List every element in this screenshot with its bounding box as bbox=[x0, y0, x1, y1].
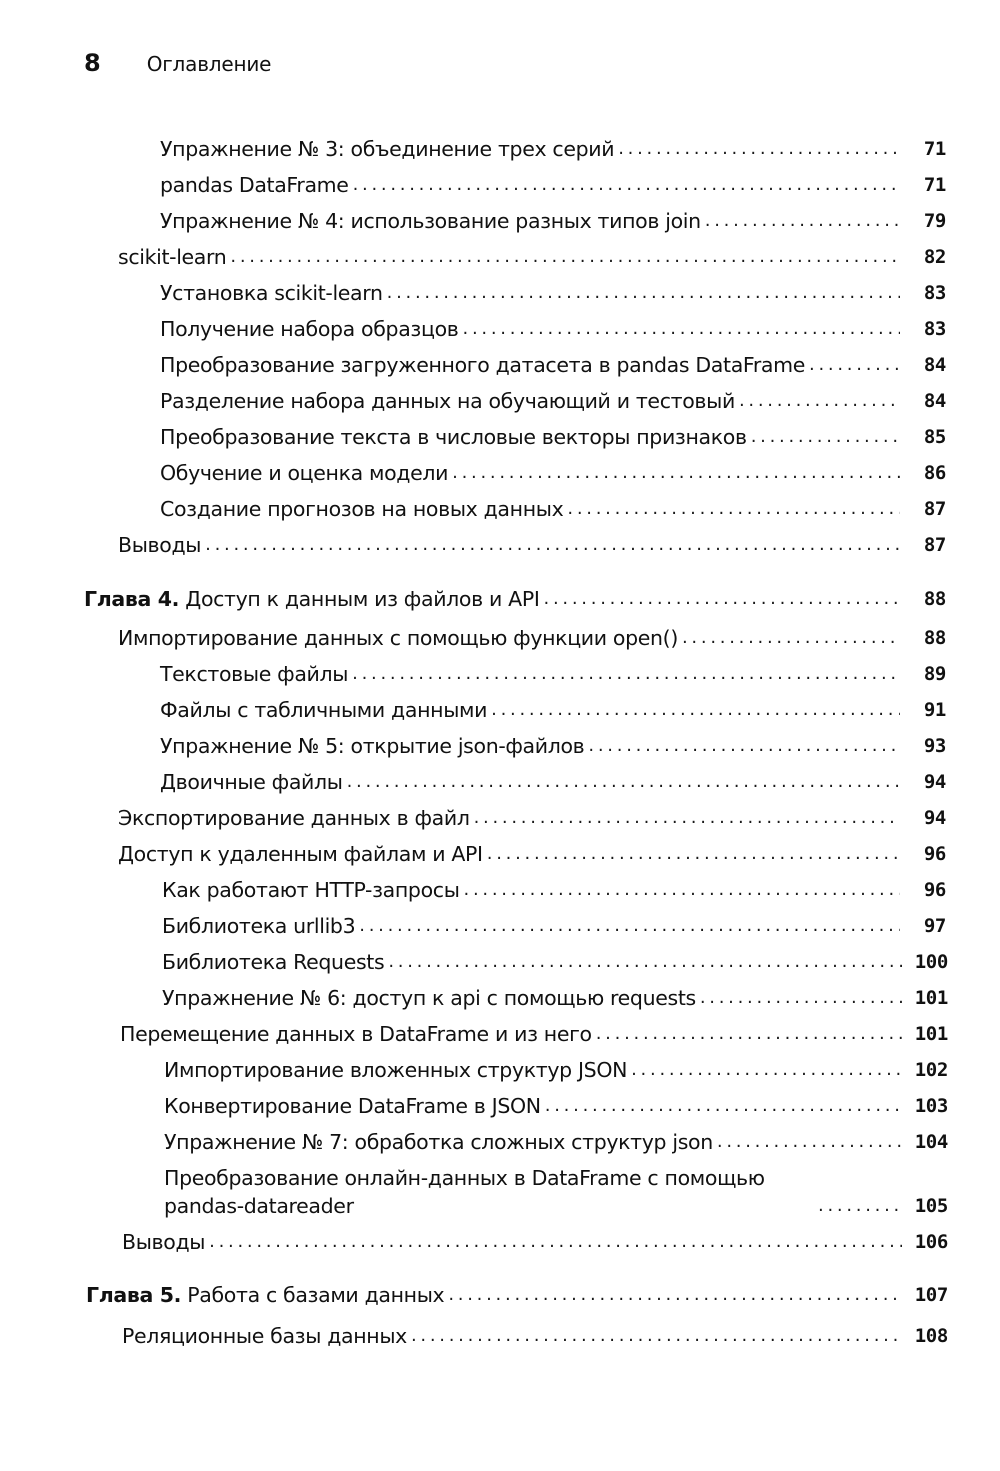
toc-entry-title: Обучение и оценка модели bbox=[160, 461, 449, 485]
dot-leader bbox=[205, 531, 900, 559]
dot-leader bbox=[631, 1056, 902, 1084]
toc-entry bbox=[160, 421, 946, 451]
toc-entry-title: Конвертирование DataFrame в JSON bbox=[164, 1094, 541, 1118]
dot-leader bbox=[452, 459, 900, 487]
dot-leader bbox=[618, 135, 900, 163]
dot-leader bbox=[717, 1128, 902, 1156]
dot-leader bbox=[487, 840, 900, 868]
toc-entry bbox=[162, 946, 948, 976]
toc-entry-page: 88 bbox=[923, 588, 946, 610]
toc-entry bbox=[162, 982, 948, 1012]
dot-leader bbox=[353, 171, 900, 199]
toc-entry-title: Выводы bbox=[122, 1230, 206, 1254]
toc-entry bbox=[162, 874, 946, 904]
toc-chapter-heading bbox=[84, 585, 540, 613]
toc-entry bbox=[160, 694, 946, 724]
toc-entry-page: 103 bbox=[914, 1095, 948, 1117]
toc-entry-title: Перемещение данных в DataFrame и из него bbox=[120, 1022, 592, 1046]
toc-entry-page: 87 bbox=[923, 498, 946, 520]
dot-leader bbox=[463, 315, 901, 343]
toc-entry-page: 85 bbox=[923, 426, 946, 448]
toc-entry-title: Экспортирование данных в файл bbox=[118, 806, 470, 830]
toc-entry-title: Файлы с табличными данными bbox=[160, 698, 488, 722]
dot-leader bbox=[347, 768, 900, 796]
toc-chapter-entry bbox=[86, 1279, 948, 1309]
toc-entry bbox=[164, 1162, 948, 1220]
dot-leader bbox=[700, 984, 902, 1012]
toc-entry-page: 79 bbox=[923, 210, 946, 232]
toc-entry-title: scikit-learn bbox=[118, 245, 227, 269]
toc-entry-title: Текстовые файлы bbox=[160, 662, 349, 686]
toc-entry-title: Разделение набора данных на обучающий и тестовый bbox=[160, 389, 735, 413]
toc-entry bbox=[118, 838, 946, 868]
toc-entry bbox=[160, 493, 946, 523]
toc-entry bbox=[160, 730, 946, 760]
dot-leader bbox=[209, 1228, 902, 1256]
toc-entry bbox=[164, 1054, 948, 1084]
dot-leader bbox=[352, 660, 900, 688]
toc-entry-title: Упражнение № 7: обработка сложных структур json bbox=[164, 1130, 713, 1154]
toc-entry-title: Библиотека Requests bbox=[162, 950, 385, 974]
dot-leader bbox=[567, 495, 900, 523]
toc-entry-title: Упражнение № 4: использование разных типов join bbox=[160, 209, 701, 233]
toc-entry-title: Установка scikit-learn bbox=[160, 281, 383, 305]
toc-entry-title: Двоичные файлы bbox=[160, 770, 343, 794]
dot-leader bbox=[596, 1020, 902, 1048]
toc-entry-title: Преобразование онлайн-данных в DataFrame с помощью pandas-datareader bbox=[164, 1166, 765, 1218]
toc-entry-title: pandas DataFrame bbox=[160, 173, 349, 197]
dot-leader bbox=[474, 804, 900, 832]
toc-entry-page: 106 bbox=[914, 1231, 948, 1253]
toc-entry-title: Импортирование вложенных структур JSON bbox=[164, 1058, 628, 1082]
toc-entry-title: Упражнение № 3: объединение трех серий bbox=[160, 137, 615, 161]
toc-entry bbox=[122, 1226, 948, 1256]
toc-entry bbox=[164, 1126, 948, 1156]
toc-entry-title: Выводы bbox=[118, 533, 202, 557]
dot-leader bbox=[705, 207, 900, 235]
toc-entry-page: 88 bbox=[923, 627, 946, 649]
toc-entry-page: 82 bbox=[923, 246, 946, 268]
toc-entry-page: 105 bbox=[914, 1195, 948, 1217]
toc-entry bbox=[120, 1018, 948, 1048]
toc-entry-page: 71 bbox=[923, 174, 946, 196]
toc-entry-page: 96 bbox=[923, 843, 946, 865]
toc-entry-page: 96 bbox=[923, 879, 946, 901]
dot-leader bbox=[388, 948, 902, 976]
toc-entry-title: Работа с базами данных bbox=[187, 1283, 445, 1307]
toc-entry bbox=[160, 766, 946, 796]
dot-leader bbox=[545, 1092, 902, 1120]
toc-entry-title: Как работают HTTP-запросы bbox=[162, 878, 460, 902]
dot-leader bbox=[230, 243, 900, 271]
toc-entry bbox=[160, 457, 946, 487]
toc-entry-page: 104 bbox=[914, 1131, 948, 1153]
toc-entry-page: 107 bbox=[914, 1284, 948, 1306]
toc-entry bbox=[118, 529, 946, 559]
running-header-title: Оглавление bbox=[146, 52, 272, 76]
toc-entry-page: 93 bbox=[923, 735, 946, 757]
toc-entry bbox=[118, 802, 946, 832]
dot-leader bbox=[588, 732, 900, 760]
toc-entry-page: 108 bbox=[914, 1325, 948, 1347]
toc-entry-title: Библиотека urllib3 bbox=[162, 914, 356, 938]
toc-entry bbox=[160, 658, 946, 688]
toc-entry-page: 101 bbox=[914, 987, 948, 1009]
dot-leader bbox=[387, 279, 900, 307]
dot-leader bbox=[809, 351, 900, 379]
page-number: 8 bbox=[84, 49, 101, 77]
chapter-label: Глава 5. bbox=[86, 1283, 182, 1307]
toc-entry bbox=[160, 313, 946, 343]
toc-entry-title: Реляционные базы данных bbox=[122, 1324, 407, 1348]
toc-chapter-entry bbox=[84, 583, 946, 613]
toc-entry-page: 100 bbox=[914, 951, 948, 973]
dot-leader bbox=[544, 585, 900, 613]
toc-entry-page: 83 bbox=[923, 318, 946, 340]
toc-entry bbox=[160, 349, 946, 379]
toc-entry-page: 84 bbox=[923, 390, 946, 412]
toc-entry bbox=[162, 910, 946, 940]
toc-entry-page: 102 bbox=[914, 1059, 948, 1081]
toc-entry bbox=[160, 277, 946, 307]
toc-entry-title: Упражнение № 6: доступ к api с помощью requests bbox=[162, 986, 696, 1010]
toc-entry bbox=[122, 1320, 948, 1350]
toc-entry bbox=[118, 241, 946, 271]
toc-entry-page: 91 bbox=[923, 699, 946, 721]
toc-chapter-heading bbox=[86, 1281, 444, 1309]
toc-entry bbox=[118, 622, 946, 652]
toc-entry-title: Доступ к удаленным файлам и API bbox=[118, 842, 483, 866]
toc-entry bbox=[160, 385, 946, 415]
dot-leader bbox=[359, 912, 900, 940]
dot-leader bbox=[464, 876, 900, 904]
toc-entry-title: Преобразование текста в числовые векторы признаков bbox=[160, 425, 747, 449]
toc-entry-page: 97 bbox=[923, 915, 946, 937]
toc-entry-title: Импортирование данных с помощью функции open() bbox=[118, 626, 678, 650]
toc-entry bbox=[160, 169, 946, 199]
toc-entry-page: 84 bbox=[923, 354, 946, 376]
toc-entry bbox=[160, 133, 946, 163]
toc-entry-page: 101 bbox=[914, 1023, 948, 1045]
toc-entry-page: 71 bbox=[923, 138, 946, 160]
toc-entry-title: Упражнение № 5: открытие json-файлов bbox=[160, 734, 585, 758]
toc-entry-page: 86 bbox=[923, 462, 946, 484]
toc-entry-page: 94 bbox=[923, 771, 946, 793]
toc-entry-title: Доступ к данным из файлов и API bbox=[185, 587, 540, 611]
toc-entry bbox=[164, 1090, 948, 1120]
toc-entry-title: Преобразование загруженного датасета в pandas DataFrame bbox=[160, 353, 806, 377]
dot-leader bbox=[818, 1192, 902, 1220]
dot-leader bbox=[682, 624, 900, 652]
toc-entry-page: 83 bbox=[923, 282, 946, 304]
dot-leader bbox=[751, 423, 900, 451]
dot-leader bbox=[491, 696, 900, 724]
dot-leader bbox=[411, 1322, 902, 1350]
toc-entry-page: 94 bbox=[923, 807, 946, 829]
toc-entry-page: 89 bbox=[923, 663, 946, 685]
toc-entry-title: Получение набора образцов bbox=[160, 317, 459, 341]
toc-entry-title: Создание прогнозов на новых данных bbox=[160, 497, 564, 521]
toc-entry-page: 87 bbox=[923, 534, 946, 556]
chapter-label: Глава 4. bbox=[84, 587, 180, 611]
dot-leader bbox=[448, 1281, 902, 1309]
toc-entry bbox=[160, 205, 946, 235]
dot-leader bbox=[739, 387, 900, 415]
